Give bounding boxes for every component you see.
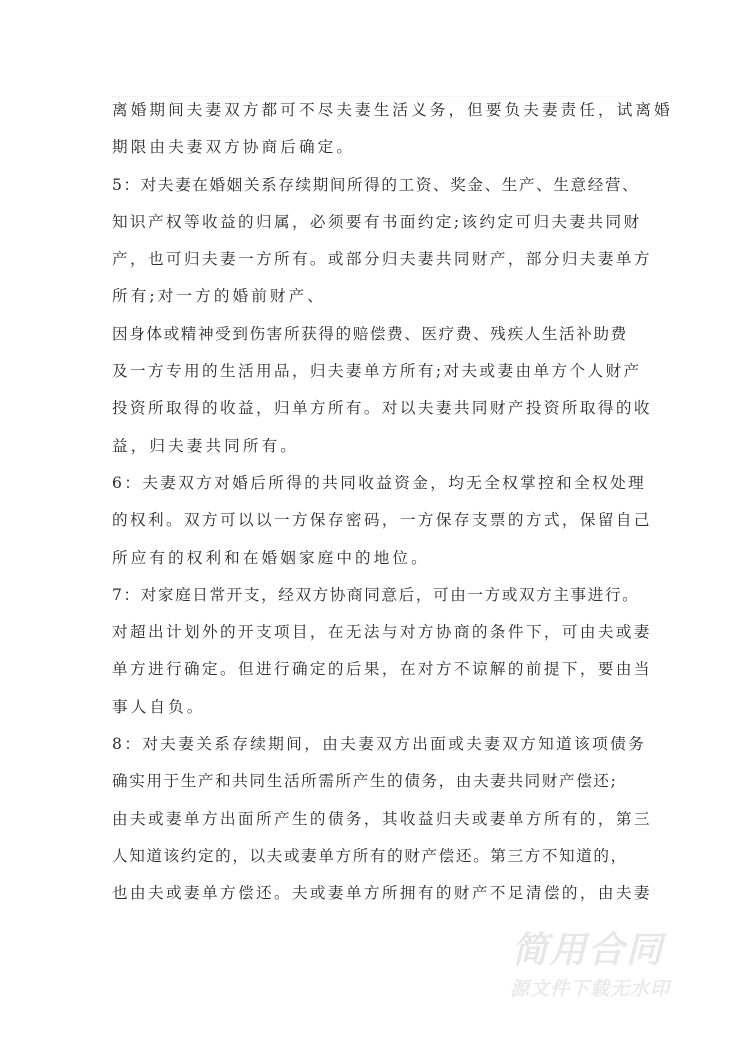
paragraph-line: 事人自负。 <box>112 697 206 716</box>
paragraph-line: 由夫或妻单方出面所产生的债务，其收益归夫或妻单方所有的，第三 <box>112 809 652 828</box>
paragraph-line: 离婚期间夫妻双方都可不尽夫妻生活义务，但要负夫妻责任，试离婚 <box>112 101 673 119</box>
paragraph-line: 所有;对一方的婚前财产、 <box>112 287 326 306</box>
watermark <box>508 922 698 1012</box>
paragraph-line: 投资所取得的收益，归单方所有。对以夫妻共同财产投资所取得的收 <box>112 399 652 418</box>
paragraph-line: 产，也可归夫妻一方所有。或部分归夫妻共同财产，部分归夫妻单方 <box>112 250 652 269</box>
paragraph-line: 及一方专用的生活用品，归夫妻单方所有;对夫或妻由单方个人财产 <box>112 362 642 381</box>
paragraph-line: 单方进行确定。但进行确定的后果，在对方不谅解的前提下，要由当 <box>112 660 652 679</box>
paragraph-line: 也由夫或妻单方偿还。夫或妻单方所拥有的财产不足清偿的，由夫妻 <box>112 884 652 903</box>
clause-5-heading-line: 5：对夫妻在婚姻关系存续期间所得的工资、奖金、生产、生意经营、 <box>112 175 640 194</box>
document-body <box>112 92 673 913</box>
paragraph-line: 的权利。双方可以以一方保存密码，一方保存支票的方式，保留自己 <box>112 511 652 530</box>
clause-8-heading-line: 8：对夫妻关系存续期间，由夫妻双方出面或夫妻双方知道该项债务 <box>112 735 647 754</box>
paragraph-line: 对超出计划外的开支项目，在无法与对方协商的条件下，可由夫或妻 <box>112 623 652 642</box>
watermark-title: 简用合同 <box>512 930 665 971</box>
clause-6-heading-line: 6：夫妻双方对婚后所得的共同收益资金，均无全权掌控和全权处理 <box>112 473 647 492</box>
paragraph-line: 知识产权等收益的归属，必须要有书面约定;该约定可归夫妻共同财 <box>112 212 642 231</box>
clause-7-heading-line: 7：对家庭日常开支，经双方协商同意后，可由一方或双方主事进行。 <box>112 585 640 604</box>
watermark-subtitle: 源文件下载无水印 <box>510 978 671 1000</box>
paragraph-line: 人知道该约定的，以夫或妻单方所有的财产偿还。第三方不知道的， <box>112 846 628 865</box>
paragraph-line: 确实用于生产和共同生活所需所产生的债务，由夫妻共同财产偿还; <box>112 772 618 791</box>
paragraph-line: 因身体或精神受到伤害所获得的赔偿费、医疗费、残疾人生活补助费 <box>112 324 628 343</box>
paragraph-line: 益，归夫妻共同所有。 <box>112 436 299 455</box>
paragraph-line: 期限由夫妻双方协商后确定。 <box>112 138 356 157</box>
paragraph-line: 所应有的权利和在婚姻家庭中的地位。 <box>112 548 430 567</box>
